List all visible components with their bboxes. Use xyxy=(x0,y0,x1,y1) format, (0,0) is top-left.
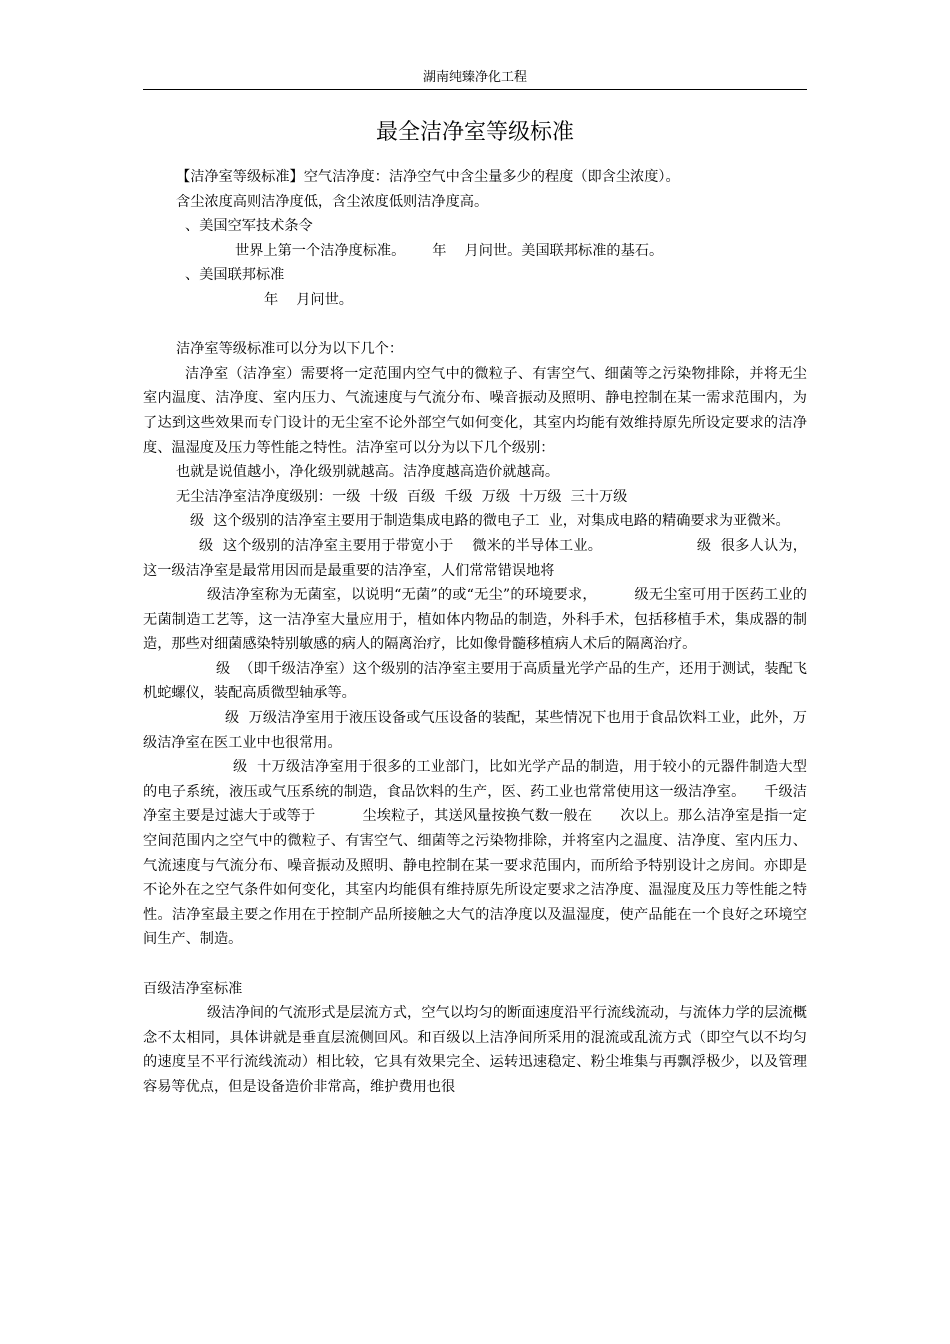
document-body xyxy=(143,165,807,1100)
body-paragraph: 级 这个级别的洁净室主要用于带宽小于 微米的半导体工业。 级 很多人认为，这一级洁净室是最常用因而是最重要的洁净室，人们常常错误地将 xyxy=(143,537,807,579)
page-header xyxy=(143,68,807,90)
body-paragraph: 级洁净室称为无菌室，以说明“无菌”的或“无尘”的环境要求， 级无尘室可用于医药工业的无菌制造工艺等，这一洁净室大量应用于，植如体内物品的制造，外科手术，包括移植手术，集成器的制造，那些对细菌感染特别敏感的病人的隔离治疗，比如像骨髓移植病人术后的隔离治疗。 xyxy=(143,587,807,653)
body-paragraph: 洁净室（洁净室）需要将一定范围内空气中的微粒子、有害空气、细菌等之污染物排除，并将无尘室内温度、洁净度、室内压力、气流速度与气流分布、噪音振动及照明、静电控制在某一需求范围内，为了达到这些效果而专门设计的无尘室不论外部空气如何变化，其室内均能有效维持原先所设定要求的洁净度、温湿度及压力等性能之特性。洁净室可以分为以下几个级别： xyxy=(143,365,807,456)
body-paragraph: 、美国联邦标准 xyxy=(185,267,285,284)
body-paragraph: 也就是说值越小，净化级别就越高。洁净度越高造价就越高。 xyxy=(176,464,560,481)
body-paragraph: 级 （即千级洁净室）这个级别的洁净室主要用于高质量光学产品的生产，还用于测试，装配飞机蛇螺仪，装配高质微型轴承等。 xyxy=(143,660,807,702)
body-paragraph: 级 十万级洁净室用于很多的工业部门，比如光学产品的制造，用于较小的元器件制造大型的电子系统，液压或气压系统的制造，食品饮料的生产，医、药工业也常常使用这一级洁净室。 千级洁净室主要是过滤大于或等于 尘埃粒子，其送风量按换气数一般在 次以上。那么洁净室是指一定空间范围内之空气中的微粒子、有害空气、细菌等之污染物排除，并将室内之温度、洁净度、室内压力、气流速度与气流分布、噪音振动及照明、静电控制在某一要求范围内，而所给予特别设计之房间。亦即是不论外在之空气条件如何变化，其室内均能俱有维持原先所设定要求之洁净度、温湿度及压力等性能之特性。洁净室最主要之作用在于控制产品所接触之大气的洁净度以及温湿度，使产品能在一个良好之环境空间生产、制造。 xyxy=(143,759,807,948)
body-paragraph: 世界上第一个洁净度标准。 年 月问世。美国联邦标准的基石。 xyxy=(235,242,664,259)
header-company: 湖南纯臻净化工程 xyxy=(422,70,527,85)
body-paragraph: 无尘洁净室洁净度级别：一级 十级 百级 千级 万级 十万级 三十万级 xyxy=(176,488,628,505)
body-paragraph: 级 这个级别的洁净室主要用于制造集成电路的微电子工 业，对集成电路的精确要求为亚微米。 xyxy=(190,513,790,530)
body-paragraph: 洁净室等级标准可以分为以下几个： xyxy=(176,341,404,358)
body-paragraph: 百级洁净室标准 xyxy=(143,980,243,997)
body-paragraph: 、美国空军技术条令 xyxy=(185,218,313,235)
body-paragraph: 【洁净室等级标准】空气洁净度：洁净空气中含尘量多少的程度（即含尘浓度）。 xyxy=(176,169,680,185)
paragraph-spacer xyxy=(143,952,807,977)
body-paragraph: 级 万级洁净室用于液压设备或气压设备的装配，某些情况下也用于食品饮料工业，此外，万级洁净室在医工业中也很常用。 xyxy=(143,710,807,751)
paragraph-spacer xyxy=(143,313,807,338)
body-paragraph: 年 月问世。 xyxy=(264,291,353,308)
document-title: 最全洁净室等级标准 xyxy=(375,120,574,145)
body-paragraph: 级洁净间的气流形式是层流方式，空气以均匀的断面速度沿平行流线流动，与流体力学的层流概念不太相同，具体讲就是垂直层流侧回风。和百级以上洁净间所采用的混流或乱流方式（即空气以不均匀的速度呈不平行流线流动）相比较，它具有效果完全、运转迅速稳定、粉尘堆集与再飘浮极少，以及管理容易等优点，但是设备造价非常高，维护费用也很 xyxy=(143,1005,807,1095)
body-paragraph: 含尘浓度高则洁净度低，含尘浓度低则洁净度高。 xyxy=(176,193,489,210)
